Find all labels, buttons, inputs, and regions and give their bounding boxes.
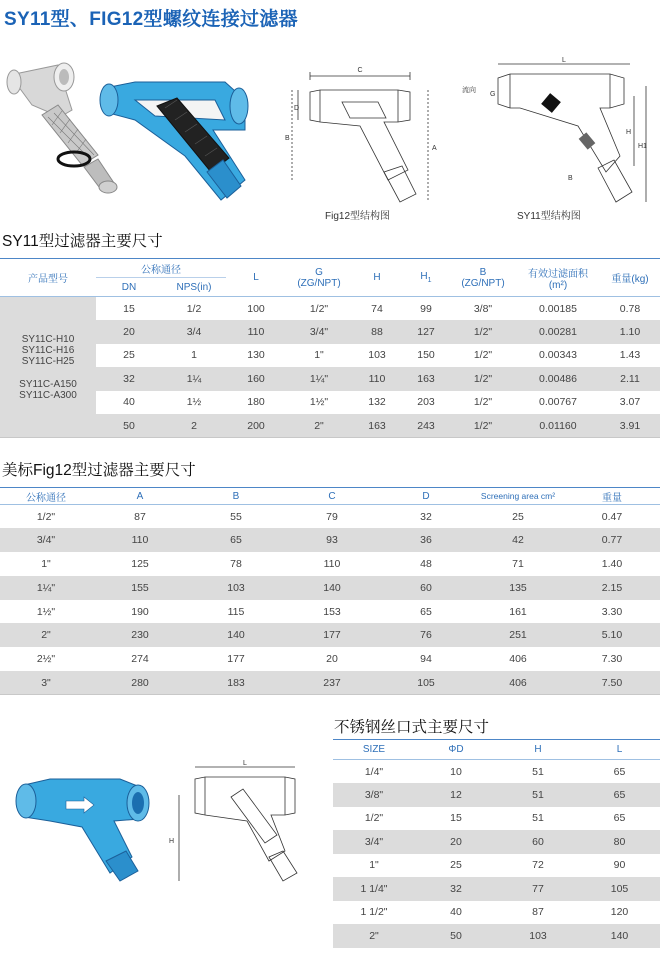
table-cell: 1/2": [473, 349, 493, 362]
table-cell: 251: [472, 623, 564, 647]
table-cell: 103: [188, 576, 284, 600]
table-cell: 0.00486: [516, 367, 600, 391]
table-cell: 5.10: [564, 623, 660, 647]
table-cell: 40: [450, 906, 462, 919]
table-cell: 78: [230, 557, 242, 570]
table-cell: 1": [41, 557, 51, 570]
header-weight: 重量: [602, 492, 622, 504]
table-cell: 36: [380, 528, 472, 552]
table-cell: 3/4": [286, 320, 352, 344]
blue-cutaway-strainer-illustration: [95, 60, 265, 210]
fig12-structure-drawing: [280, 62, 450, 207]
table-cell: 1¼: [162, 367, 226, 391]
table-cell: 65: [613, 765, 626, 778]
table-cell: 51: [497, 783, 579, 807]
table-cell: 163: [352, 414, 402, 438]
table-cell: 12: [415, 783, 497, 807]
header-b: B: [232, 490, 240, 502]
table-cell: 3.07: [619, 396, 641, 409]
table-cell: 140: [579, 924, 660, 948]
table-cell: 3.30: [601, 605, 623, 618]
table-row: [333, 807, 660, 831]
header-g: G (ZG/NPT): [297, 266, 341, 289]
header-dn: DN: [121, 281, 137, 293]
table-cell: 15: [450, 812, 462, 825]
table-cell: 163: [402, 367, 450, 391]
table-cell: 3/4: [162, 320, 226, 344]
table-cell: 200: [226, 414, 286, 438]
header-l: L: [253, 272, 259, 283]
table-cell: 243: [402, 414, 450, 438]
table-cell: 406: [509, 653, 527, 666]
header-weight: 重量(kg): [611, 274, 649, 285]
table-row: [333, 877, 660, 901]
table-cell: 183: [188, 671, 284, 695]
table-cell: 140: [188, 623, 284, 647]
table-cell: 110: [323, 557, 341, 570]
table-cell: 7.30: [601, 653, 623, 666]
table-cell: 2: [162, 414, 226, 438]
table-cell: 3/8": [473, 302, 493, 315]
header-h: H: [373, 272, 381, 283]
table-cell: 280: [92, 671, 188, 695]
header-diameter: ΦD: [448, 744, 464, 755]
model-list-cell: [0, 297, 96, 438]
table-cell: 79: [326, 510, 338, 523]
table-cell: 99: [420, 302, 432, 315]
table-cell: 3/4": [333, 830, 415, 854]
table-cell: 406: [472, 671, 564, 695]
table-row: [333, 901, 660, 925]
table-cell: 2½": [36, 653, 56, 666]
table-cell: 71: [512, 557, 524, 570]
table-cell: 88: [352, 320, 402, 344]
table-cell: 74: [371, 302, 383, 315]
table-row: [0, 600, 660, 624]
table-cell: 1/2": [36, 510, 56, 523]
table-cell: 110: [352, 367, 402, 391]
table-cell: 1/2": [450, 367, 516, 391]
dim-label-h: H: [626, 129, 632, 136]
table-cell: 90: [613, 859, 626, 872]
table-cell: 1/2": [450, 414, 516, 438]
table-cell: 93: [284, 528, 380, 552]
table-cell: 1/2: [186, 302, 202, 315]
table-cell: 87: [134, 510, 146, 523]
table-cell: 103: [368, 349, 386, 362]
table-cell: 150: [417, 349, 435, 362]
table-cell: 1 1/2": [360, 906, 388, 919]
table-cell: 72: [532, 859, 544, 872]
table-cell: 130: [247, 349, 265, 362]
stainless-section-title: 不锈钢丝口式主要尺寸: [334, 719, 490, 736]
table-cell: 2": [286, 414, 352, 438]
table-row: [333, 760, 660, 784]
table-cell: 115: [227, 605, 245, 618]
header-nps: NPS(in): [176, 281, 212, 293]
header-nominal: 公称通径: [96, 259, 226, 278]
table-cell: 15: [123, 302, 135, 315]
dim-label-l: L: [562, 57, 566, 64]
table-cell: 1¼": [0, 576, 92, 600]
table-cell: 153: [323, 605, 341, 618]
table-cell: 135: [472, 576, 564, 600]
table-cell: 1/2": [473, 396, 493, 409]
table-cell: 0.00281: [516, 320, 600, 344]
stainless-structure-drawing: [165, 757, 325, 897]
table-cell: 155: [92, 576, 188, 600]
table-cell: 2.11: [600, 367, 660, 391]
table-cell: 3/4": [0, 528, 92, 552]
header-b: B (ZG/NPT): [461, 266, 505, 289]
dim-label-h-bottom: H: [169, 838, 175, 845]
table-row: [333, 830, 660, 854]
table-cell: 2": [0, 623, 92, 647]
fig12-section-title: 美标Fig12型过滤器主要尺寸: [2, 462, 196, 479]
table-cell: 0.78: [619, 302, 641, 315]
header-h: H: [534, 744, 542, 755]
table-cell: 110: [226, 320, 286, 344]
table-cell: 160: [226, 367, 286, 391]
model-name: SY11C-H25: [21, 355, 75, 367]
dim-label-c: C: [357, 67, 363, 74]
table-cell: 177: [284, 623, 380, 647]
table-row: [333, 854, 660, 878]
table-row: [0, 647, 660, 671]
table-cell: 2.15: [564, 576, 660, 600]
table-cell: 0.00343: [539, 349, 577, 362]
table-cell: 230: [92, 623, 188, 647]
table-row: [0, 623, 660, 647]
table-row: [0, 367, 660, 391]
table-cell: 0.00185: [539, 302, 577, 315]
table-cell: 25: [450, 859, 462, 872]
dim-label-a: A: [432, 145, 437, 152]
sy11-structure-drawing: [460, 56, 655, 206]
table-cell: 3": [0, 671, 92, 695]
fig12-dimension-table: [0, 487, 660, 695]
table-cell: 105: [380, 671, 472, 695]
table-cell: 1.10: [600, 320, 660, 344]
table-cell: 25: [123, 349, 135, 362]
header-area: 有效过滤面积 (m²): [528, 268, 588, 291]
table-row: [0, 528, 660, 552]
table-cell: 65: [579, 783, 660, 807]
table-row: [0, 671, 660, 695]
model-name: SY11C-A300: [19, 389, 77, 401]
table-cell: 1.43: [619, 349, 641, 362]
flow-direction-label: 流向: [462, 87, 476, 94]
table-cell: 25: [512, 510, 524, 523]
table-cell: 51: [532, 765, 544, 778]
table-cell: 2": [333, 924, 415, 948]
table-cell: 110: [92, 528, 188, 552]
table-cell: 32: [415, 877, 497, 901]
header-size: 公称通径: [26, 492, 66, 504]
model-name: SY11C-A150: [19, 378, 77, 390]
table-row: [0, 320, 660, 344]
table-cell: 20: [96, 320, 162, 344]
header-h1: $H_1$: [420, 271, 432, 284]
table-cell: 20: [326, 653, 338, 666]
table-cell: 32: [420, 510, 432, 523]
dim-label-b: B: [285, 135, 290, 142]
page-title: SY11型、FIG12型螺纹连接过滤器: [4, 9, 298, 30]
table-cell: 76: [380, 623, 472, 647]
table-cell: 87: [532, 906, 544, 919]
table-cell: 55: [230, 510, 242, 523]
table-row: [0, 505, 660, 529]
dim-label-h1: H1: [638, 143, 647, 150]
table-cell: 1½": [36, 605, 56, 618]
header-size: SIZE: [362, 744, 386, 755]
table-cell: 180: [247, 396, 265, 409]
table-cell: 7.50: [564, 671, 660, 695]
sy11-section-title: SY11型过滤器主要尺寸: [2, 233, 163, 250]
table-cell: 190: [131, 605, 149, 618]
table-cell: 20: [415, 830, 497, 854]
stainless-dimension-table: [333, 739, 660, 948]
blue-strainer-illustration: [10, 765, 158, 885]
table-cell: 60: [497, 830, 579, 854]
table-row: [0, 344, 660, 368]
table-cell: 40: [123, 396, 135, 409]
table-cell: 50: [415, 924, 497, 948]
table-cell: 32: [96, 367, 162, 391]
table-cell: 1": [369, 859, 379, 872]
table-cell: 0.01160: [516, 414, 600, 438]
dim-label-l-bottom: L: [243, 760, 247, 767]
table-cell: 94: [420, 653, 432, 666]
table-cell: 51: [532, 812, 544, 825]
fig12-caption: Fig12型结构图: [325, 211, 391, 222]
table-cell: 274: [131, 653, 149, 666]
table-row: [333, 783, 660, 807]
table-cell: 80: [579, 830, 660, 854]
dim-label-d: D: [294, 105, 300, 112]
sy11-dimension-table: [0, 258, 660, 438]
table-cell: 100: [247, 302, 265, 315]
table-cell: 203: [417, 396, 435, 409]
table-row: [333, 924, 660, 948]
table-row: [0, 297, 660, 321]
table-cell: 237: [284, 671, 380, 695]
table-cell: 1/2": [450, 320, 516, 344]
table-cell: 1/4": [364, 765, 384, 778]
table-cell: 1½: [186, 396, 202, 409]
table-cell: 1: [191, 349, 197, 362]
table-cell: 60: [380, 576, 472, 600]
table-cell: 161: [509, 605, 527, 618]
table-cell: 3/8": [333, 783, 415, 807]
header-a: A: [136, 490, 144, 502]
model-name: SY11C-H10: [21, 333, 75, 345]
table-cell: 1": [314, 349, 324, 362]
model-name: SY11C-H16: [21, 344, 75, 356]
header-screening-area: Screening area cm²: [480, 491, 556, 501]
table-cell: 132: [368, 396, 386, 409]
table-cell: 65: [613, 812, 626, 825]
table-cell: 140: [284, 576, 380, 600]
table-cell: 127: [402, 320, 450, 344]
header-d: D: [422, 490, 430, 502]
dim-label-b-sy11: B: [568, 175, 573, 182]
header-c: C: [328, 490, 336, 502]
table-cell: 103: [497, 924, 579, 948]
table-cell: 3.91: [600, 414, 660, 438]
table-cell: 0.00767: [539, 396, 577, 409]
table-cell: 1/2": [364, 812, 384, 825]
dim-label-g: G: [490, 91, 496, 98]
table-row: [0, 576, 660, 600]
table-cell: 125: [131, 557, 149, 570]
table-cell: 1.40: [601, 557, 623, 570]
table-cell: 1 1/4": [333, 877, 415, 901]
table-cell: 1½": [309, 396, 329, 409]
table-cell: 1¼": [286, 367, 352, 391]
table-row: [0, 552, 660, 576]
table-cell: 0.47: [601, 510, 623, 523]
table-cell: 120: [610, 906, 629, 919]
table-row: [0, 414, 660, 438]
table-cell: 10: [450, 765, 462, 778]
table-cell: 42: [472, 528, 564, 552]
table-cell: 65: [420, 605, 432, 618]
table-cell: 1/2": [309, 302, 329, 315]
table-cell: 77: [497, 877, 579, 901]
table-cell: 177: [227, 653, 245, 666]
table-cell: 50: [96, 414, 162, 438]
table-row: [0, 391, 660, 415]
header-l: L: [616, 744, 623, 755]
table-cell: 105: [579, 877, 660, 901]
header-model: 产品型号: [28, 274, 68, 285]
table-cell: 48: [420, 557, 432, 570]
table-cell: 65: [188, 528, 284, 552]
table-cell: 0.77: [564, 528, 660, 552]
sy11-caption: SY11型结构图: [517, 211, 581, 222]
